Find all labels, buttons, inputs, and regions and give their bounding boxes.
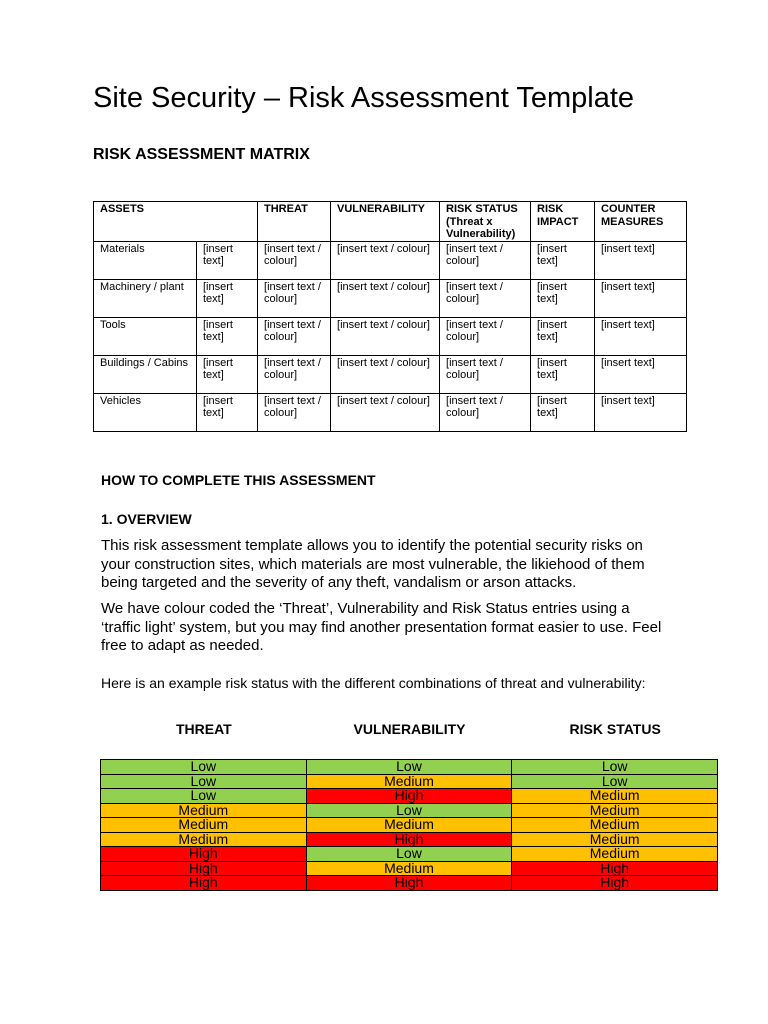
example-threat: Low [101, 789, 307, 804]
asset-name: Vehicles [94, 393, 197, 431]
example-header-risk-status: RISK STATUS [569, 721, 661, 737]
how-to-heading: HOW TO COMPLETE THIS ASSESSMENT [101, 472, 376, 488]
table-row [94, 355, 687, 393]
asset-name: Buildings / Cabins [94, 355, 197, 393]
example-threat: Low [101, 774, 307, 789]
risk-impact-cell: [insert text] [531, 317, 595, 355]
example-threat: High [101, 876, 307, 891]
header-risk-status: RISK STATUS (Threat x Vulnerability) [440, 202, 531, 242]
example-risk-status: Medium [512, 818, 718, 833]
example-risk-status: Medium [512, 803, 718, 818]
example-threat: High [101, 847, 307, 862]
example-vulnerability: Medium [306, 861, 512, 876]
asset-detail: [insert text] [197, 355, 258, 393]
header-risk-impact: RISK IMPACT [531, 202, 595, 242]
risk-status-cell: [insert text / colour] [440, 393, 531, 431]
vulnerability-cell: [insert text / colour] [331, 279, 440, 317]
example-header-threat: THREAT [175, 721, 232, 737]
page-title: Site Security – Risk Assessment Template [93, 82, 635, 114]
asset-detail: [insert text] [197, 279, 258, 317]
asset-detail: [insert text] [197, 317, 258, 355]
table-row [101, 818, 718, 833]
asset-detail: [insert text] [197, 393, 258, 431]
threat-cell: [insert text / colour] [258, 393, 331, 431]
example-threat: Medium [101, 832, 307, 847]
counter-measures-cell: [insert text] [595, 355, 687, 393]
overview-paragraph: This risk assessment template allows you to identify the potential security risks on your construction sites, which materials are most vulnerable, the likiehood of them being targeted and the severity of any theft, vandalism or arson attacks. [101, 537, 645, 591]
counter-measures-cell: [insert text] [595, 241, 687, 279]
table-row [101, 876, 718, 891]
example-risk-table [100, 759, 718, 891]
example-risk-status: Medium [512, 832, 718, 847]
example-risk-status: Low [512, 774, 718, 789]
vulnerability-cell: [insert text / colour] [331, 241, 440, 279]
threat-cell: [insert text / colour] [258, 279, 331, 317]
header-assets: ASSETS [94, 202, 258, 242]
table-row [94, 393, 687, 431]
example-threat: Medium [101, 803, 307, 818]
risk-status-cell: [insert text / colour] [440, 355, 531, 393]
table-row [94, 279, 687, 317]
table-row [101, 760, 718, 775]
threat-cell: [insert text / colour] [258, 355, 331, 393]
threat-cell: [insert text / colour] [258, 317, 331, 355]
risk-impact-cell: [insert text] [531, 393, 595, 431]
asset-detail: [insert text] [197, 241, 258, 279]
example-vulnerability: Low [306, 803, 512, 818]
table-row [94, 317, 687, 355]
example-intro-paragraph: Here is an example risk status with the different combinations of threat and vulnerability: [101, 675, 646, 691]
example-vulnerability: Low [306, 760, 512, 775]
risk-impact-cell: [insert text] [531, 279, 595, 317]
vulnerability-cell: [insert text / colour] [331, 317, 440, 355]
risk-assessment-matrix [93, 201, 687, 432]
matrix-heading: RISK ASSESSMENT MATRIX [93, 146, 310, 163]
example-threat: High [101, 861, 307, 876]
example-header-vulnerability: VULNERABILITY [353, 721, 466, 737]
table-row [101, 789, 718, 804]
colour-code-paragraph: We have colour coded the ‘Threat’, Vulnerability and Risk Status entries using a ‘traffic light’ system, but you may find another presentation format easier to use. Feel free to adapt as needed. [101, 600, 662, 654]
counter-measures-cell: [insert text] [595, 279, 687, 317]
risk-impact-cell: [insert text] [531, 355, 595, 393]
header-vulnerability: VULNERABILITY [331, 202, 440, 242]
header-threat: THREAT [258, 202, 331, 242]
table-row [94, 241, 687, 279]
matrix-header-row [94, 202, 687, 242]
example-vulnerability: High [306, 876, 512, 891]
example-vulnerability: High [306, 832, 512, 847]
table-row [101, 847, 718, 862]
example-risk-status: High [512, 861, 718, 876]
example-vulnerability: Medium [306, 774, 512, 789]
vulnerability-cell: [insert text / colour] [331, 355, 440, 393]
example-threat: Low [101, 760, 307, 775]
example-vulnerability: Medium [306, 818, 512, 833]
risk-status-cell: [insert text / colour] [440, 317, 531, 355]
example-vulnerability: Low [306, 847, 512, 862]
example-risk-status: Medium [512, 847, 718, 862]
asset-name: Tools [94, 317, 197, 355]
asset-name: Machinery / plant [94, 279, 197, 317]
example-threat: Medium [101, 818, 307, 833]
header-counter-measures: COUNTER MEASURES [595, 202, 687, 242]
overview-heading: 1. OVERVIEW [101, 511, 192, 527]
example-risk-status: Low [512, 760, 718, 775]
threat-cell: [insert text / colour] [258, 241, 331, 279]
example-risk-status: Medium [512, 789, 718, 804]
counter-measures-cell: [insert text] [595, 317, 687, 355]
risk-status-cell: [insert text / colour] [440, 241, 531, 279]
asset-name: Materials [94, 241, 197, 279]
risk-status-cell: [insert text / colour] [440, 279, 531, 317]
example-risk-status: High [512, 876, 718, 891]
counter-measures-cell: [insert text] [595, 393, 687, 431]
vulnerability-cell: [insert text / colour] [331, 393, 440, 431]
example-vulnerability: High [306, 789, 512, 804]
example-headers [101, 721, 718, 737]
risk-impact-cell: [insert text] [531, 241, 595, 279]
